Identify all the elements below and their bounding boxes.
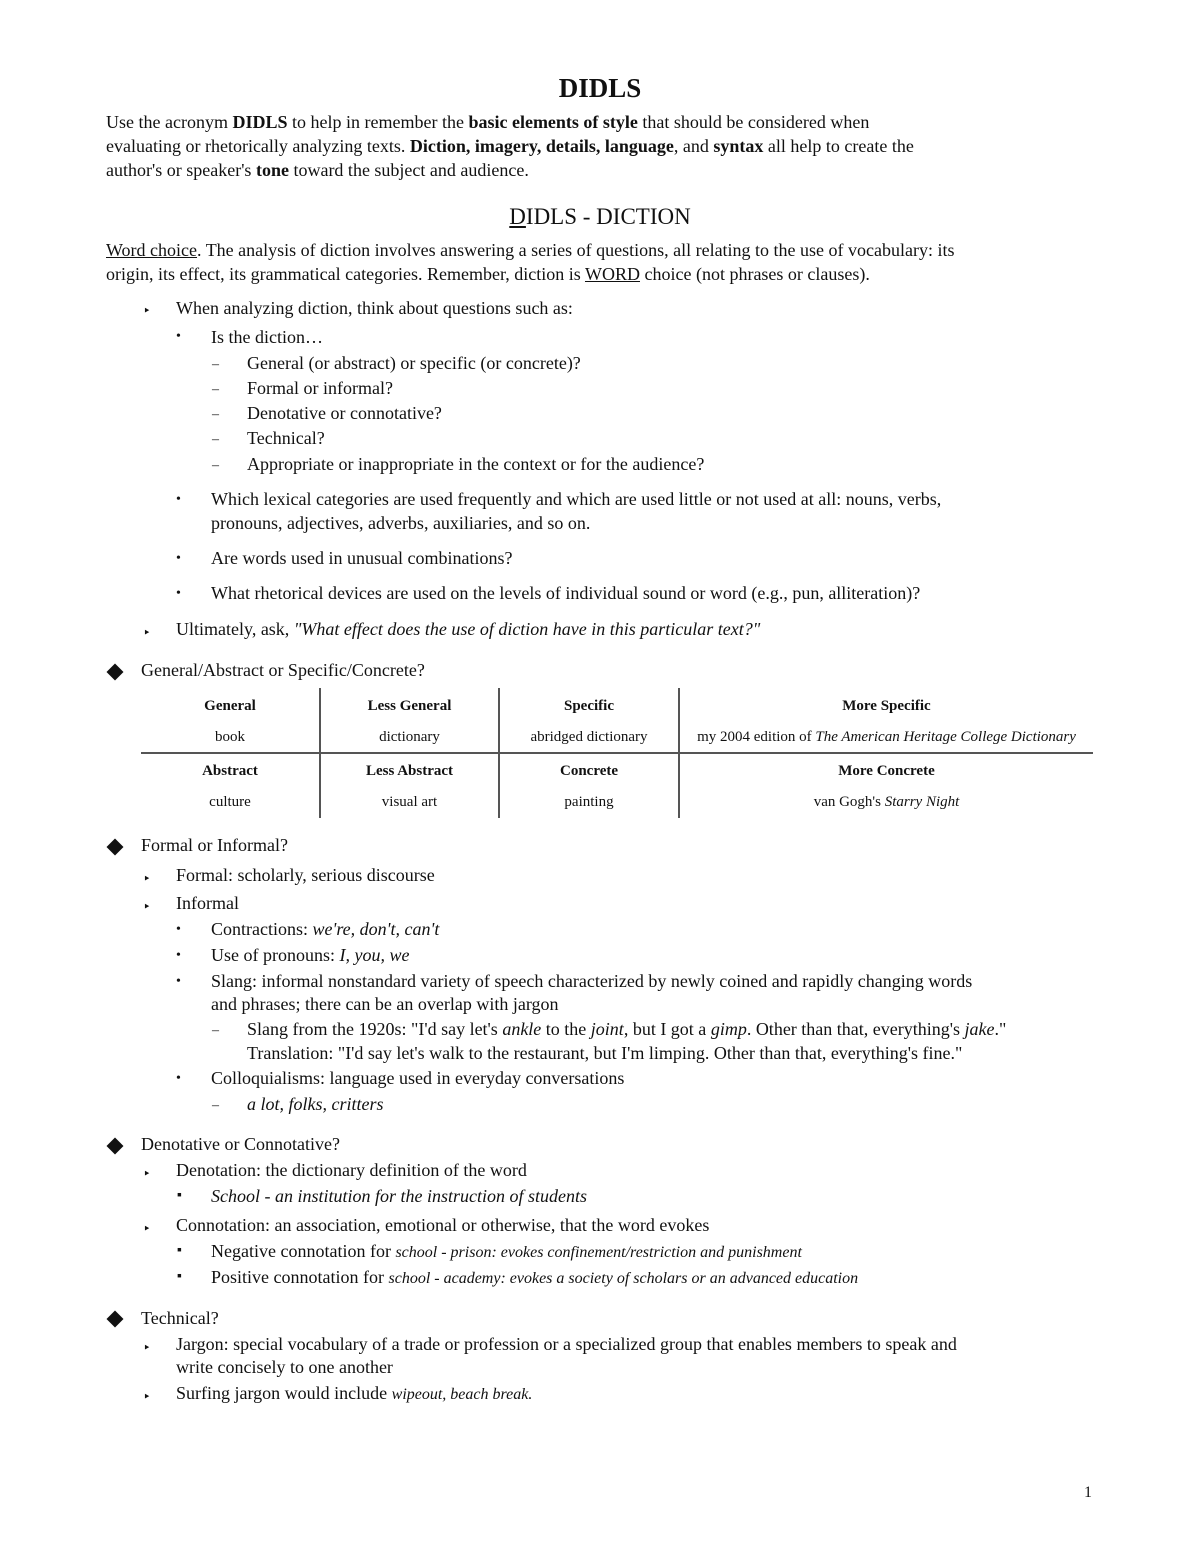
positive-connotation	[211, 1266, 858, 1290]
list-item-connotation: Connotation: an association, emotional or otherwise, that the word evokes	[176, 1215, 710, 1235]
intro-bold-style: basic elements of style	[468, 112, 638, 132]
slang-text: Slang from the 1920s: "I'd say let's	[247, 1019, 503, 1039]
arrow-bullet-icon: ‣	[143, 1340, 151, 1355]
list-item-lexical-cont: pronouns, adjectives, adverbs, auxiliaries, and so on.	[211, 513, 591, 533]
definition-text: . The analysis of diction involves answering a series of questions, all relating to the use of vocabulary: its	[197, 240, 955, 260]
square-bullet-icon: ▪	[177, 1243, 182, 1258]
slang-text: to the	[541, 1019, 591, 1039]
technical-heading: Technical?	[141, 1308, 219, 1328]
slang-word: gimp	[710, 1019, 747, 1039]
table-cell-italic: The American Heritage College Dictionary	[815, 729, 1076, 745]
definition-paragraph	[106, 238, 1106, 286]
intro-bold-syntax: syntax	[713, 136, 764, 156]
connotation-label: Positive connotation for	[211, 1267, 389, 1287]
table-header: More Specific	[842, 698, 931, 714]
slang-word: jake	[964, 1019, 995, 1039]
dot-bullet-icon: •	[176, 329, 181, 344]
slang-text: ."	[994, 1019, 1007, 1039]
page-number: 1	[1084, 1484, 1092, 1501]
table-header: Less Abstract	[365, 763, 454, 779]
connotation-example: school - prison: evokes confinement/restriction and punishment	[395, 1244, 802, 1261]
table-cell: visual art	[381, 794, 438, 810]
table-cell-text: my 2004 edition of	[697, 729, 816, 745]
list-item-sub: Technical?	[247, 428, 325, 448]
ultimately-text: Ultimately, ask,	[176, 619, 294, 639]
intro-text: Use the acronym	[106, 112, 233, 132]
list-item-slang-cont: and phrases; there can be an overlap with jargon	[211, 994, 559, 1014]
intro-text: to help in remember the	[287, 112, 469, 132]
definition-line-2	[106, 262, 1106, 286]
slang-word: ankle	[502, 1019, 542, 1039]
list-item-jargon: Jargon: special vocabulary of a trade or profession or a specialized group that enables members to speak and	[176, 1334, 957, 1354]
diamond-bullet-icon	[107, 839, 124, 856]
square-bullet-icon: ▪	[177, 1188, 182, 1203]
square-bullet-icon: ▪	[177, 1269, 182, 1284]
section-title-rest: IDLS - DICTION	[525, 204, 691, 229]
colloquialism-examples: a lot, folks, critters	[247, 1094, 384, 1114]
list-item-jargon-cont: write concisely to one another	[176, 1357, 393, 1377]
table-cell: dictionary	[379, 729, 440, 745]
slang-example	[247, 1018, 1006, 1040]
intro-bold-elements: Diction, imagery, details, language	[409, 136, 674, 156]
arrow-bullet-icon: ‣	[143, 1389, 151, 1404]
table-header: Abstract	[202, 763, 258, 779]
table-cell	[680, 727, 1093, 747]
table-cell	[680, 792, 1093, 812]
list-item-rhetorical: What rhetorical devices are used on the levels of individual sound or word (e.g., pun, alliteration)?	[211, 583, 921, 603]
list-item-sub: Appropriate or inappropriate in the context or for the audience?	[247, 454, 705, 474]
diamond-bullet-icon	[107, 664, 124, 681]
contractions-label: Contractions:	[211, 919, 313, 939]
formal-heading: Formal or Informal?	[141, 835, 288, 855]
intro-line-2	[106, 134, 1106, 158]
denotative-heading: Denotative or Connotative?	[141, 1134, 340, 1154]
definition-text: choice (not phrases or clauses).	[639, 264, 870, 284]
list-item-sub: Denotative or connotative?	[247, 403, 442, 423]
table-row-divider	[141, 752, 1093, 754]
dot-bullet-icon: •	[176, 1071, 181, 1086]
table-cell-italic: Starry Night	[884, 794, 960, 810]
dot-bullet-icon: •	[176, 551, 181, 566]
list-item-denotation: Denotation: the dictionary definition of the word	[176, 1160, 527, 1180]
list-item-lexical: Which lexical categories are used frequently and which are used little or not used at all: nouns, verbs,	[211, 489, 942, 509]
list-item-ultimately	[176, 618, 760, 640]
dot-bullet-icon: •	[176, 948, 181, 963]
arrow-bullet-icon: ‣	[143, 1221, 151, 1236]
list-item-informal: Informal	[176, 893, 239, 913]
table-cell-text: van Gogh's	[813, 794, 885, 810]
table-cell: culture	[209, 794, 251, 810]
arrow-bullet-icon: ‣	[143, 625, 151, 640]
table-header: Specific	[564, 698, 614, 714]
intro-bold-tone: tone	[255, 160, 289, 180]
table-header: General	[204, 698, 256, 714]
definition-word: WORD	[584, 264, 640, 284]
pronouns-examples: I, you, we	[339, 945, 410, 965]
dot-bullet-icon: •	[176, 922, 181, 937]
surfing-examples: wipeout, beach break.	[391, 1386, 533, 1403]
definition-text: origin, its effect, its grammatical categories. Remember, diction is	[106, 264, 585, 284]
arrow-bullet-icon: ‣	[143, 871, 151, 886]
dash-bullet-icon: –	[212, 407, 219, 422]
arrow-bullet-icon: ‣	[143, 1166, 151, 1181]
dash-bullet-icon: –	[212, 1098, 219, 1113]
intro-bold-didls: DIDLS	[232, 112, 288, 132]
list-item-formal: Formal: scholarly, serious discourse	[176, 865, 435, 885]
list-item-unusual: Are words used in unusual combinations?	[211, 548, 513, 568]
dot-bullet-icon: •	[176, 492, 181, 507]
definition-line-1	[106, 238, 1106, 262]
general-heading: General/Abstract or Specific/Concrete?	[141, 660, 425, 680]
table-cell: painting	[564, 794, 614, 810]
intro-text: that should be considered when	[637, 112, 870, 132]
connotation-example: school - academy: evokes a society of scholars or an advanced education	[388, 1270, 859, 1287]
dot-bullet-icon: •	[176, 586, 181, 601]
intro-text: author's or speaker's	[106, 160, 256, 180]
intro-text: evaluating or rhetorically analyzing texts.	[106, 136, 410, 156]
dash-bullet-icon: –	[212, 382, 219, 397]
table-cell: book	[215, 729, 245, 745]
intro-text: , and	[673, 136, 714, 156]
section-title-letter: D	[509, 204, 526, 229]
slang-translation: Translation: "I'd say let's walk to the restaurant, but I'm limping. Other than that, everything's fine."	[247, 1043, 963, 1063]
page-title: DIDLS	[558, 73, 642, 103]
section-title	[0, 202, 1200, 232]
intro-text: all help to create the	[763, 136, 914, 156]
slang-word: joint	[590, 1019, 624, 1039]
intro-paragraph	[106, 110, 1106, 182]
table-header: Concrete	[559, 763, 619, 779]
diamond-bullet-icon	[107, 1311, 124, 1328]
intro-text: toward the subject and audience.	[288, 160, 529, 180]
list-item-sub: General (or abstract) or specific (or concrete)?	[247, 353, 581, 373]
negative-connotation	[211, 1240, 802, 1264]
list-item-is-diction: Is the diction…	[211, 327, 323, 347]
dash-bullet-icon: –	[212, 432, 219, 447]
intro-line-3	[106, 158, 1106, 182]
connotation-label: Negative connotation for	[211, 1241, 396, 1261]
list-item-sub: Formal or informal?	[247, 378, 393, 398]
table-header: Less General	[367, 698, 452, 714]
pronouns-label: Use of pronouns:	[211, 945, 340, 965]
list-item-surfing	[176, 1382, 532, 1406]
list-item-contractions	[211, 918, 439, 940]
ultimately-question: "What effect does the use of diction have in this particular text?"	[293, 619, 761, 639]
comparison-table	[141, 688, 1093, 818]
list-item-colloquialisms: Colloquialisms: language used in everyday conversations	[211, 1068, 625, 1088]
dash-bullet-icon: –	[212, 1023, 219, 1038]
arrow-bullet-icon: ‣	[143, 303, 151, 318]
surfing-text: Surfing jargon would include	[176, 1383, 392, 1403]
intro-line-1	[106, 110, 1106, 134]
dot-bullet-icon: •	[176, 974, 181, 989]
arrow-bullet-icon: ‣	[143, 899, 151, 914]
table-cell: abridged dictionary	[530, 729, 648, 745]
contractions-examples: we're, don't, can't	[312, 919, 440, 939]
list-item-slang: Slang: informal nonstandard variety of speech characterized by newly coined and rapidly changing words	[211, 971, 973, 991]
diamond-bullet-icon	[107, 1138, 124, 1155]
slang-text: . Other than that, everything's	[746, 1019, 965, 1039]
school-definition: School - an institution for the instruction of students	[211, 1186, 587, 1206]
table-header: More Concrete	[838, 763, 935, 779]
slang-text: , but I got a	[623, 1019, 711, 1039]
dash-bullet-icon: –	[212, 458, 219, 473]
definition-term: Word choice	[106, 240, 198, 260]
dash-bullet-icon: –	[212, 357, 219, 372]
list-item-pronouns	[211, 944, 409, 966]
list-item-analyze: When analyzing diction, think about questions such as:	[176, 298, 573, 318]
